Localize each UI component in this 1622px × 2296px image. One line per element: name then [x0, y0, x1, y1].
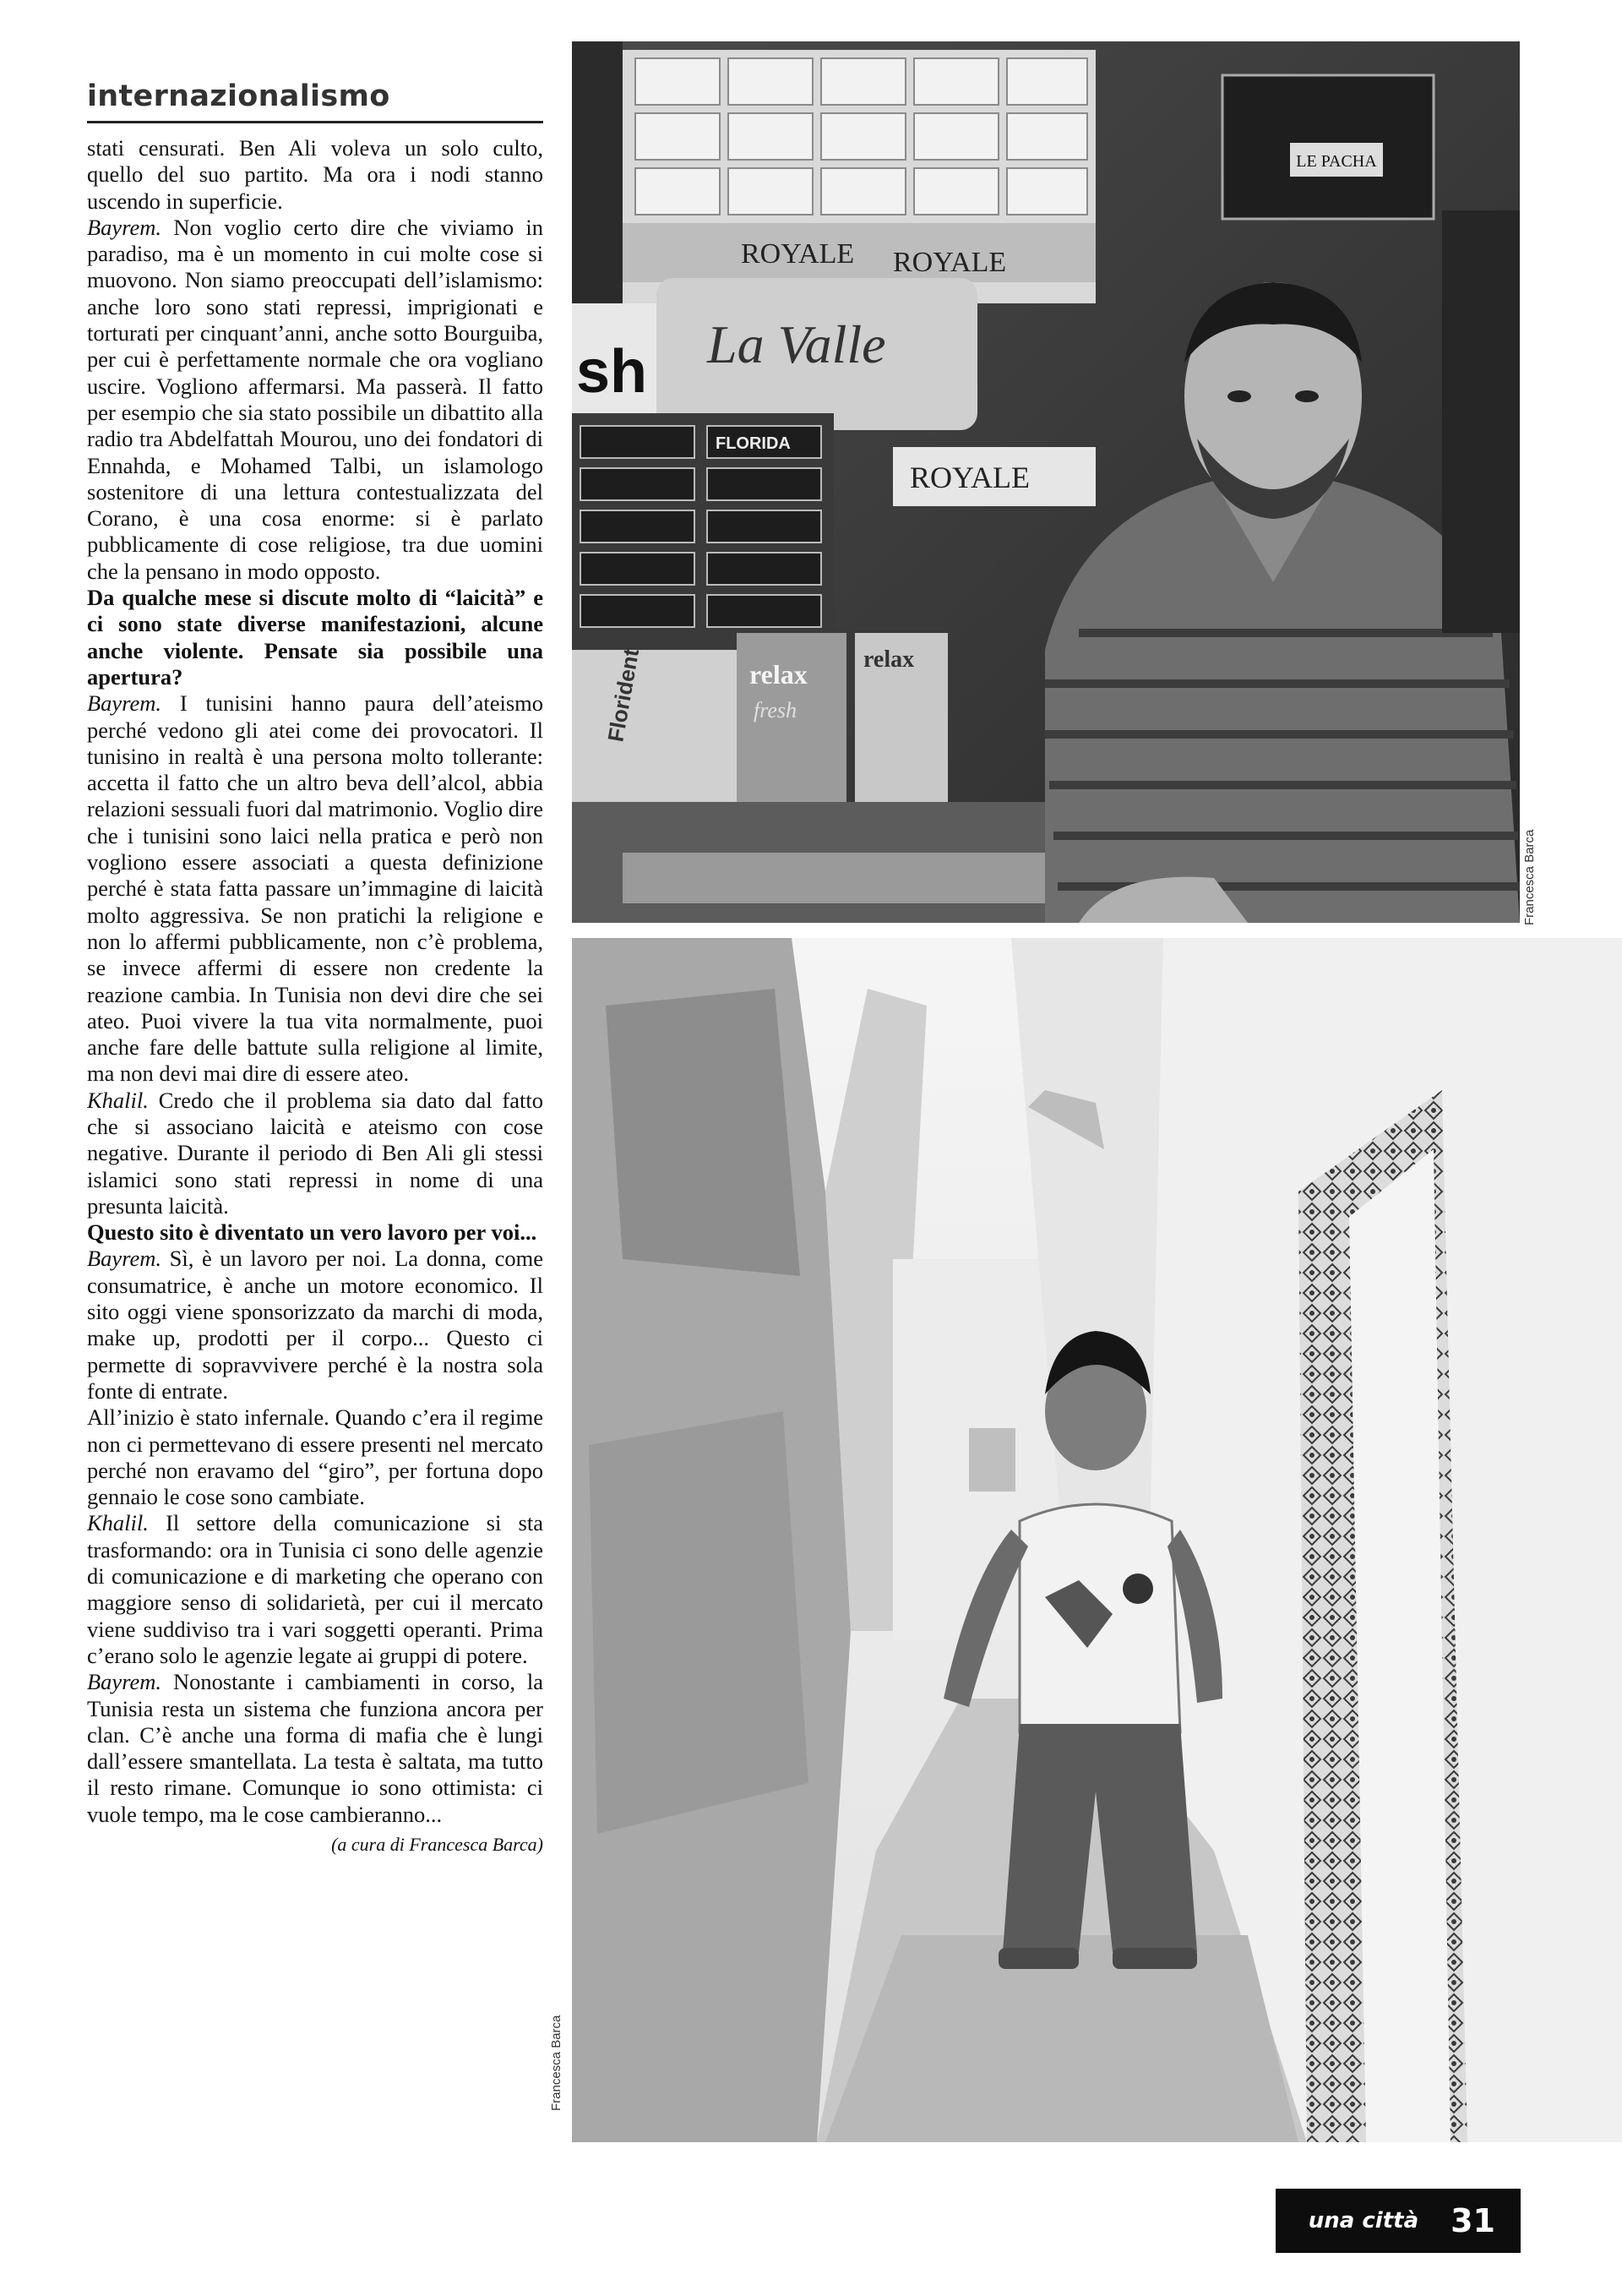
photo-credit-bottom: Francesca Barca	[549, 2015, 563, 2111]
sign-le-pacha: LE PACHA	[1296, 152, 1377, 171]
speaker-name: Khalil.	[87, 1087, 149, 1113]
paragraph-text: I tunisini hanno paura dell’ateismo perché vedono gli atei come dei provocatori. Il tunisino in realtà è una persona molto tollerante: accetta il fatto che un altro beva dell’alcol, abbia relazioni sessuali fuori dal matrimonio. Voglio dire che i tunisini sono laici nella pratica e però non vogliono essere associati a questa definizione perché è stata fatta passare un’immagine di laicità molto aggressiva. Se non pratichi la religione e non lo affermi pubblicamente, non c’è problema, se invece affermi di essere non credente la reazione cambia. In Tunisia non devi dire che sei ateo. Puoi vivere la tua vita normalmente, puoi anche fare delle battute sulla religione al limite, ma non devi mai dire di essere ateo.	[87, 690, 543, 1087]
sign-florida: FLORIDA	[716, 434, 791, 453]
sign-sh: sh	[576, 338, 648, 406]
paragraph-text: Non voglio certo dire che viviamo in paradiso, ma è un momento in cui molte cose si muovono. Non siamo preoccupati dell’islamismo: anche loro sono stati repressi, imprigionati e torturati per cinquant’anni, anche sotto Bourguiba, per cui è perfettamente normale che ora vogliano uscire. Vogliono affermarsi. Ma passerà. Il fatto per esempio che sia stato possibile un dibattito alla radio tra Abdelfattah Mourou, uno dei fondatori di Ennahda, e Mohamed Talbi, un islamologo sostenitore di una lettura contestualizzata del Corano, è una cosa enorme: si è parlato pubblicamente di cose religiose, tra due uomini che la pensano in modo opposto.	[87, 214, 543, 584]
paragraph	[87, 1246, 543, 1404]
paragraph	[87, 135, 543, 215]
byline: (a cura di Francesca Barca)	[331, 1834, 543, 1855]
paragraph	[87, 1088, 543, 1219]
paragraph-text: Sì, è un lavoro per noi. La donna, come consumatrice, è anche un motore economico. Il sito oggi viene sponsorizzato da marchi di moda, make up, prodotti per il corpo... Questo ci permette di sopravvivere perché è la nostra sola fonte di entrate.	[87, 1246, 543, 1404]
sign-relax-1: relax	[749, 659, 808, 690]
photo-credit-top: Francesca Barca	[1522, 829, 1537, 925]
sign-relax-2: relax	[863, 646, 915, 673]
sign-royale-1: ROYALE	[741, 238, 855, 270]
photo-shopkeeper-drawing	[572, 41, 1520, 923]
paragraph-text: Credo che il problema sia dato dal fatto che si associano laicità e ateismo con cose negative. Durante il periodo di Ben Ali gli stessi islamici sono stati repressi in nome di una presunta laicità.	[87, 1087, 543, 1219]
article-text	[87, 135, 543, 2113]
paragraph-text: Il settore della comunicazione si sta trasformando: ora in Tunisia ci sono delle agenzie di comunicazione e di marketing che operano con maggiore senso di solidarietà, per cui il mercato viene suddiviso tra i vari soggetti operanti. Prima c’erano solo le agenzie legate ai gruppi di potere.	[87, 1510, 543, 1668]
interview-question: Da qualche mese si discute molto di “laicità” e ci sono state diverse manifestazioni, alcune anche violente. Pensate sia possibile una apertura?	[87, 585, 543, 690]
sign-royale-3: ROYALE	[910, 461, 1030, 494]
sign-relax-1-sub: fresh	[754, 698, 797, 723]
speaker-name: Bayrem.	[87, 1246, 162, 1272]
paragraph-text: Nonostante i cambiamenti in corso, la Tunisia resta un sistema che funziona ancora per clan. C’è anche una forma di mafia che è lungi dall’essere smantellata. La testa è saltata, ma tutto il resto rimane. Comunque io sono ottimista: ci vuole tempo, ma le cose cambieranno...	[87, 1669, 543, 1827]
photo-boy-alley-drawing	[572, 938, 1622, 2142]
paragraph-text: All’inizio è stato infernale. Quando c’era il regime non ci permettevano di essere presenti nel mercato perché non eravamo del “giro”, per fortuna dopo gennaio le cose sono cambiate.	[87, 1404, 543, 1510]
page-footer	[1276, 2189, 1521, 2253]
speaker-name: Bayrem.	[87, 690, 162, 717]
paragraph	[87, 1669, 543, 1828]
section-label: internazionalismo	[87, 79, 390, 113]
section-rule	[87, 121, 543, 123]
photo-boy-alley	[572, 938, 1622, 2142]
paragraph	[87, 1404, 543, 1510]
speaker-name: Khalil.	[87, 1510, 149, 1536]
magazine-name: una città	[1308, 2208, 1419, 2233]
photo-shopkeeper	[572, 41, 1520, 923]
speaker-name: Bayrem.	[87, 214, 162, 240]
interview-question: Questo sito è diventato un vero lavoro per voi...	[87, 1219, 537, 1246]
paragraph	[87, 690, 543, 1087]
sign-royale-2: ROYALE	[893, 247, 1007, 278]
sign-la-valle: La Valle	[707, 314, 886, 374]
paragraph	[87, 1510, 543, 1669]
paragraph	[87, 215, 543, 585]
speaker-name: Bayrem.	[87, 1669, 162, 1695]
paragraph-text: stati censurati. Ben Ali voleva un solo culto, quello del suo partito. Ma ora i nodi stanno uscendo in superficie.	[87, 135, 543, 214]
sign-florident: Florident	[602, 646, 645, 744]
page-number: 31	[1451, 2202, 1495, 2239]
